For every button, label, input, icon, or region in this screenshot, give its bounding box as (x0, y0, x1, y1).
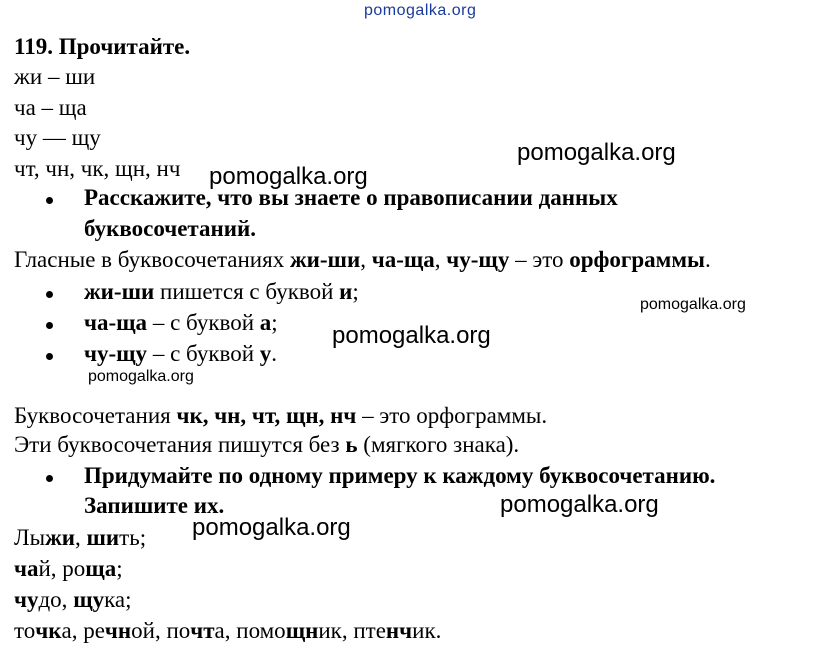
combos-sentence: Буквосочетания чк, чн, чт, щн, нч – это орфограммы. (14, 403, 548, 428)
task-2-line-2: Запишите их. (84, 493, 225, 518)
bullet-icon (46, 322, 53, 329)
watermark-top: pomogalka.org (364, 2, 477, 19)
exercise-title: 119. Прочитайте. (14, 34, 191, 59)
watermark: pomogalka.org (192, 514, 351, 541)
answer-line: чай, роща; (14, 556, 123, 581)
vowels-sentence: Гласные в буквосочетаниях жи-ши, ча-ща, чу-щу – это орфограммы. (14, 247, 711, 272)
bullet-icon (46, 475, 53, 482)
answer-line: Лыжи, шить; (14, 525, 147, 550)
pair-line: чу — щу (14, 125, 101, 150)
task-2-line-1: Придумайте по одному примеру к каждому буквосочетанию. (84, 463, 716, 488)
pair-line: чт, чн, чк, щн, нч (14, 156, 181, 181)
rule-item: чу-щу – с буквой у. (84, 341, 278, 366)
watermark: pomogalka.org (500, 491, 659, 518)
task-1-line-1: Расскажите, что вы знаете о правописании данных (84, 185, 618, 210)
pair-line: ча – ща (14, 95, 87, 120)
watermark: pomogalka.org (209, 163, 368, 190)
watermark: pomogalka.org (640, 296, 746, 313)
bullet-icon (46, 197, 53, 204)
watermark: pomogalka.org (517, 139, 676, 166)
pair-line: жи – ши (14, 64, 96, 89)
bullet-icon (46, 353, 53, 360)
watermark: pomogalka.org (88, 368, 194, 385)
rule-item: жи-ши пишется с буквой и; (84, 279, 359, 304)
bullet-icon (46, 291, 53, 298)
rule-item: ча-ща – с буквой а; (84, 310, 278, 335)
answer-line: чудо, щука; (14, 587, 132, 612)
watermark: pomogalka.org (332, 322, 491, 349)
task-1-line-2: буквосочетаний. (84, 216, 257, 241)
soft-sign-sentence: Эти буквосочетания пишутся без ь (мягкого знака). (14, 432, 520, 457)
answer-line: точка, речной, почта, помощник, птенчик. (14, 618, 442, 643)
